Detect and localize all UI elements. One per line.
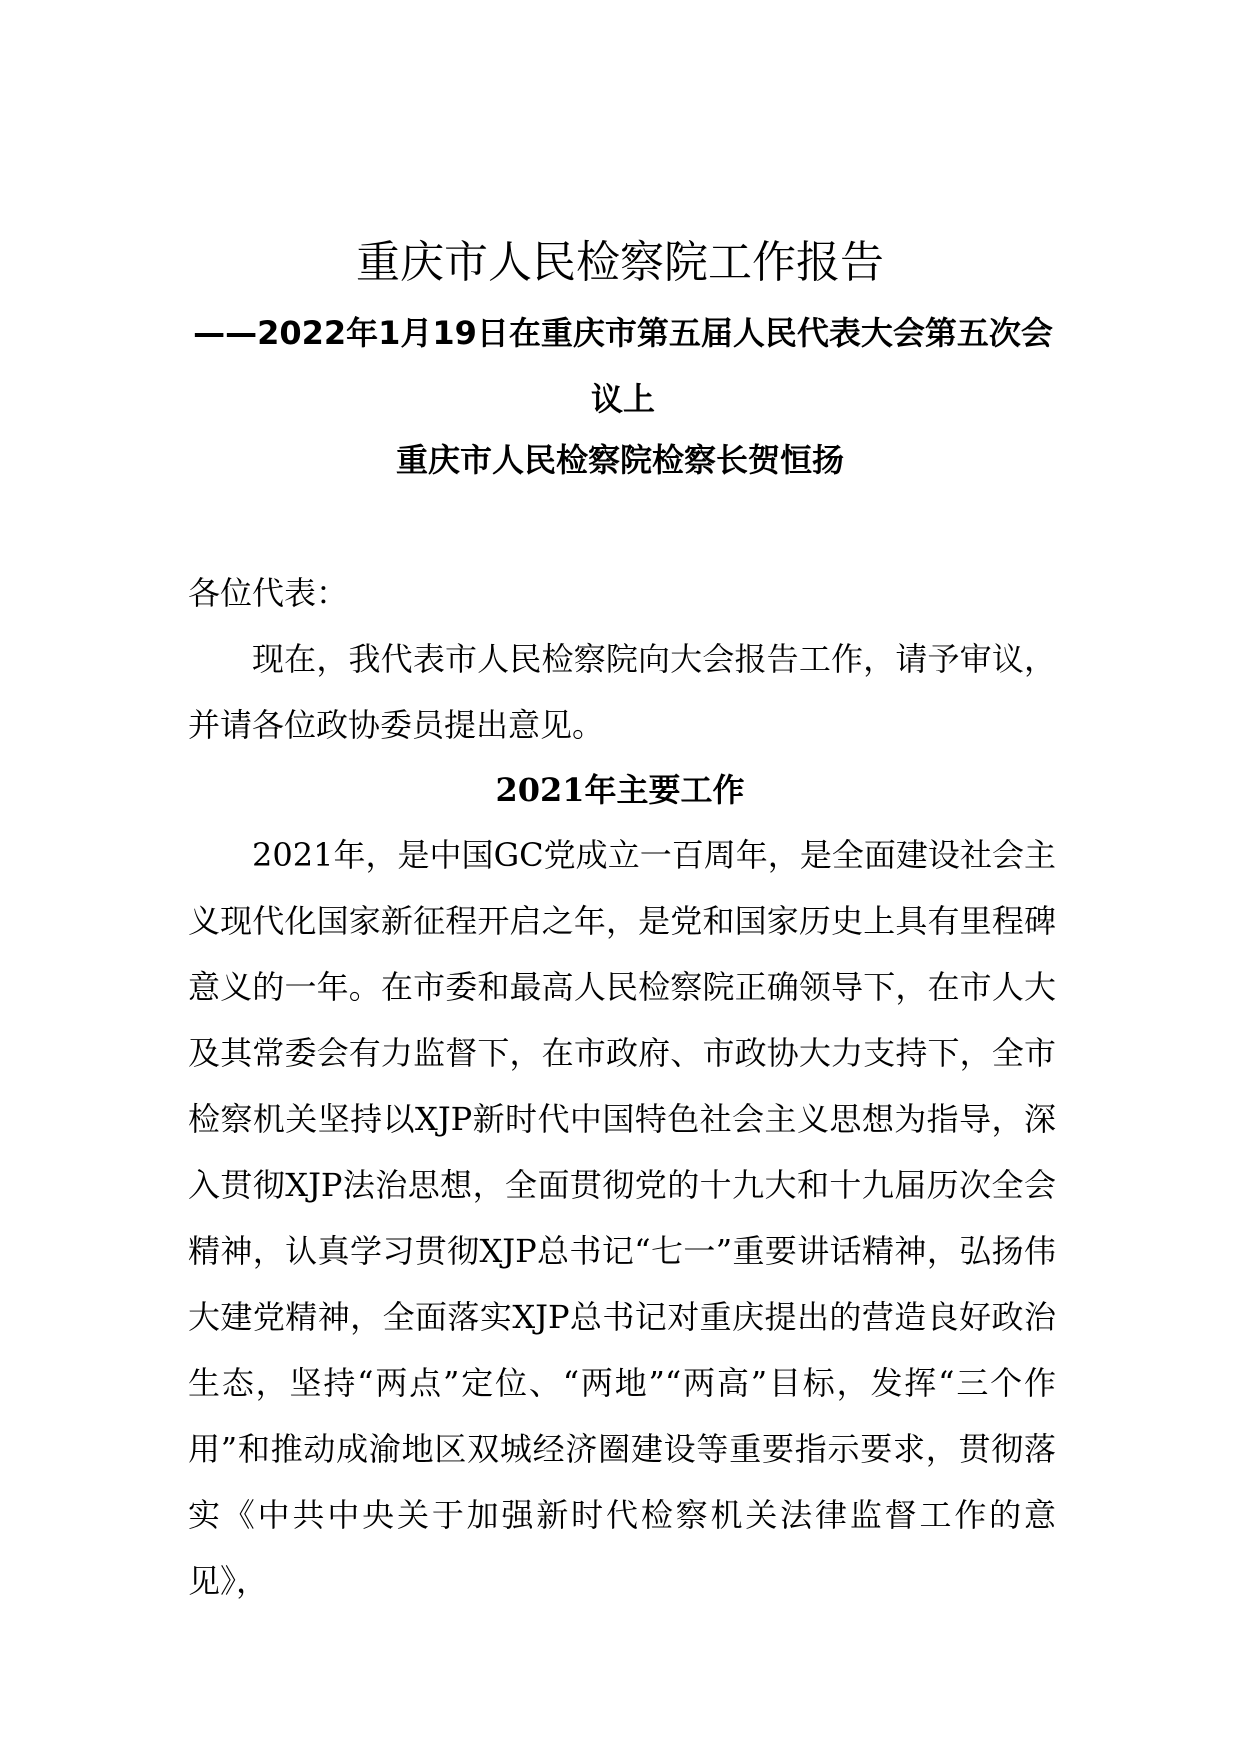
intro-paragraph: 现在，我代表市人民检察院向大会报告工作，请予审议，并请各位政协委员提出意见。 bbox=[188, 640, 1056, 744]
report-author: 重庆市人民检察院检察长贺恒扬 bbox=[395, 441, 844, 479]
report-subtitle: ——2022年1月19日在重庆市第五届人民代表大会第五次会议上 bbox=[193, 314, 1053, 418]
report-title: 重庆市人民检察院工作报告 bbox=[356, 237, 884, 288]
greeting: 各位代表： bbox=[188, 574, 349, 612]
section-heading: 2021年主要工作 bbox=[495, 771, 745, 809]
body-paragraph: 2021年，是中国GC党成立一百周年，是全面建设社会主义现代化国家新征程开启之年，是党和国家历史上具有里程碑意义的一年。在市委和最高人民检察院正确领导下，在市人大及其常委会有力监督下，在市政府、市政协大力支持下，全市检察机关坚持以XJP新时代中国特色社会主义思想为指导，深入贯彻XJP法治思想，全面贯彻党的十九大和十九届历次全会精神，认真学习贯彻XJP总书记“七一”重要讲话精神，弘扬伟大建党精神，全面落实XJP总书记对重庆提出的营造良好政治生态，坚持“两点”定位、“两地”“两高”目标，发挥“三个作用”和推动成渝地区双城经济圈建设等重要指示要求，贯彻落实《中共中央关于加强新时代检察机关法律监督工作的意见》， bbox=[188, 836, 1056, 1600]
